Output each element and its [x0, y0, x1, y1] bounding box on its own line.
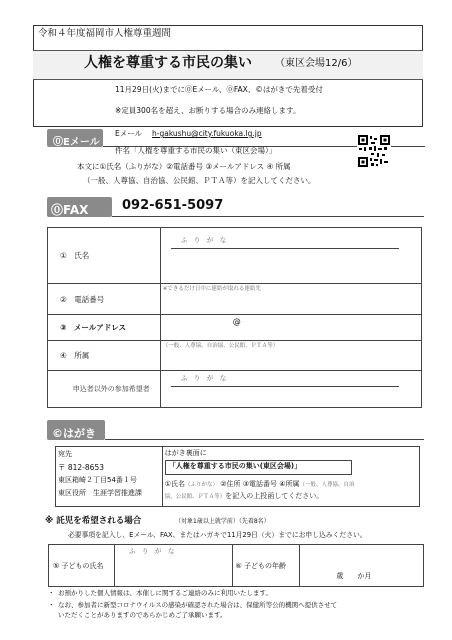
child-age-label: ⑥ 子どもの年齢: [232, 545, 300, 587]
form-row-email: [48, 315, 422, 341]
back-title: 「人権を尊重する市民の集い(東区会場)」: [168, 462, 302, 470]
others-field[interactable]: [160, 371, 421, 408]
postal-address: 東区箱崎２丁目54番１号: [58, 476, 137, 484]
page-subtitle: （東区会場12/6）: [275, 58, 358, 69]
postcard-tab: ©はがき: [47, 420, 105, 440]
childcare-heading: ※ 託児を希望される場合: [45, 516, 142, 526]
child-name-label: ⑤ 子どもの氏名: [49, 545, 115, 587]
email-label: Eメール: [115, 129, 143, 138]
postcard-address-cell: [56, 447, 163, 507]
at-mark: @: [232, 317, 241, 326]
office-name: 東区役所 生涯学習推進課: [58, 489, 142, 497]
email-tab: ⓪Eメール: [47, 129, 103, 147]
furigana-divider: [171, 248, 399, 249]
age-unit: 歳 か月: [336, 572, 372, 580]
qr-code-icon: [357, 134, 391, 168]
postcard-back-cell: [162, 447, 419, 507]
childcare-instruction: 必要事項を記入し、Eメール、FAX、またはハガキで11月29日（火）までにお申し込みください。: [68, 531, 367, 539]
postcard-table: [55, 446, 420, 507]
back-label: はがき裏面に: [164, 449, 207, 457]
dest-label: 宛先: [58, 450, 72, 458]
fax-form-table: [47, 227, 422, 408]
email-address[interactable]: h-gakushu@city.fukuoka.lg.jp: [152, 129, 262, 138]
form-row-others: [48, 371, 422, 408]
email-body-line2: （一般、人尊協、自治協、公民館、ＰＴＡ等）を記入してください。: [83, 176, 316, 185]
capacity-text: ※定員300名を超え、お断りする場合のみ連絡します。: [115, 106, 301, 115]
child-age-field[interactable]: [300, 545, 424, 587]
affiliation-note: （一般、人尊協、自治協、公民館、ＰＴＡ等）: [162, 343, 279, 349]
others-furigana-divider: [171, 386, 399, 387]
phone-label: ② 電話番号: [48, 284, 161, 315]
childcare-table: [48, 544, 424, 587]
email-subject: 件名「人権を尊重する市民の集い（東区会場）」: [115, 146, 277, 155]
privacy-note: お預かりした個人情報は、本催しに関するご連絡のみに利用いたします。: [58, 589, 272, 597]
phone-note: ※できるだけ日中に連絡が取れる連絡先: [162, 286, 261, 292]
child-name-field[interactable]: [114, 545, 232, 587]
note-bullet-1: ・: [48, 589, 55, 597]
zip-code: 〒 812-8653: [58, 463, 104, 472]
phone-field[interactable]: [160, 284, 421, 315]
form-row-phone: [48, 284, 422, 315]
form-row-name: [48, 228, 422, 284]
others-label: 申込者以外の参加希望者: [48, 371, 161, 408]
email-field-label: ③ メールアドレス: [48, 315, 161, 341]
name-field[interactable]: [160, 228, 421, 284]
fax-tab: ⓪FAX: [47, 197, 112, 217]
covid-note-line1: なお、参加者に新型コロナウイルスの感染が確認された場合は、保健所等公的機関へ提供させて: [58, 601, 338, 609]
furigana-note: ふ り が な: [180, 236, 227, 244]
note-bullet-2: ・: [48, 601, 55, 609]
back-items-2: 協、公民館、ＰＴＡ等）を記入の上投函してください。: [164, 492, 324, 500]
affiliation-label: ④ 所属: [48, 341, 161, 371]
email-body-line1: 本文に①氏名（ふりがな）②電話番号 ③メールアドレス ④ 所属: [77, 162, 291, 171]
fax-divider: [112, 216, 424, 217]
childcare-conditions: （対象1歳以上就学前）（先着8名）: [175, 518, 270, 525]
page-title: 人権を尊重する市民の集い: [84, 55, 252, 71]
fax-number: 092-651-5097: [122, 198, 224, 213]
name-label: ① 氏名: [48, 228, 161, 284]
deadline-text: 11月29日(火)までに⓪Eメール、⓪FAX、©はがきで先着受付: [115, 85, 323, 94]
back-items: ①氏名（ふりがな） ②住所 ③電話番号 ④所属（一般、人尊協、自治: [164, 480, 355, 488]
affiliation-field[interactable]: [160, 341, 421, 371]
header-label: 令和４年度福岡市人権尊重週間: [38, 28, 172, 39]
covid-note-line2: いただくことがありますのであらかじめご了承願います。: [58, 611, 227, 619]
child-furigana-note: ふ り が な: [128, 547, 175, 555]
postcard-divider: [105, 439, 424, 440]
form-row-affiliation: [48, 341, 422, 371]
email-field[interactable]: [160, 315, 421, 341]
others-furigana-note: ふ り が な: [180, 374, 227, 382]
